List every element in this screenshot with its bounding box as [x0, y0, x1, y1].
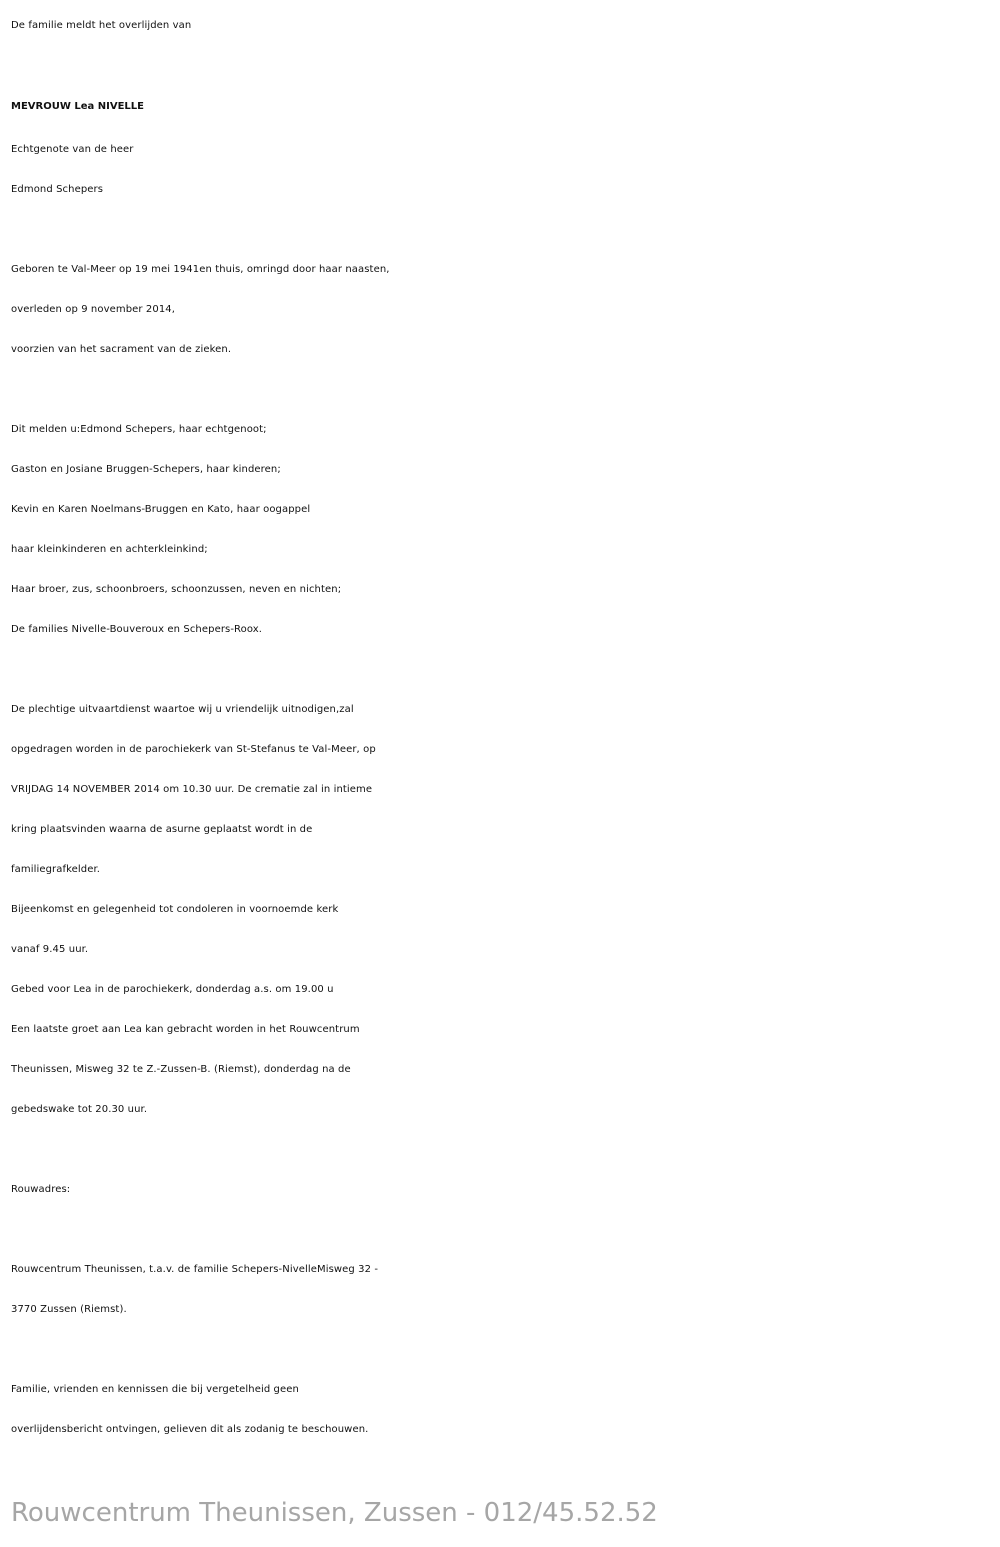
spacer [11, 650, 996, 690]
spacer [11, 1130, 996, 1170]
family-line: De families Nivelle-Bouveroux en Schepers-Roox. [11, 624, 263, 635]
birth-death-line: Geboren te Val-Meer op 19 mei 1941en thuis, omringd door haar naasten, [11, 264, 390, 275]
family-line: Dit melden u:Edmond Schepers, haar echtgenoot; [11, 424, 267, 435]
spacer [11, 1330, 996, 1370]
spacer [11, 210, 996, 250]
spouse-line: Echtgenote van de heer [11, 144, 134, 155]
service-line: familiegrafkelder. [11, 864, 101, 875]
address-label: Rouwadres: [11, 1184, 71, 1195]
service-line: opgedragen worden in de parochiekerk van St-Stefanus te Val-Meer, op [11, 744, 376, 755]
service-line: vanaf 9.45 uur. [11, 944, 89, 955]
spouse-line: Edmond Schepers [11, 184, 104, 195]
family-line: haar kleinkinderen en achterkleinkind; [11, 544, 208, 555]
address-line: 3770 Zussen (Riemst). [11, 1304, 127, 1315]
service-line: De plechtige uitvaartdienst waartoe wij u vriendelijk uitnodigen,zal [11, 704, 354, 715]
service-line: VRIJDAG 14 NOVEMBER 2014 om 10.30 uur. De crematie zal in intieme [11, 784, 373, 795]
address-line: Rouwcentrum Theunissen, t.a.v. de familie Schepers-NivelleMisweg 32 - [11, 1264, 379, 1275]
family-line: Kevin en Karen Noelmans-Bruggen en Kato, haar oogappel [11, 504, 311, 515]
notice-line: Familie, vrienden en kennissen die bij vergetelheid geen [11, 1384, 299, 1395]
birth-death-line: overleden op 9 november 2014, [11, 304, 176, 315]
service-line: Gebed voor Lea in de parochiekerk, donderdag a.s. om 19.00 u [11, 984, 334, 995]
funeral-home-footer: Rouwcentrum Theunissen, Zussen - 012/45.52.52 [11, 1498, 658, 1528]
family-line: Gaston en Josiane Bruggen-Schepers, haar kinderen; [11, 464, 281, 475]
obituary-notice [11, 0, 996, 1450]
service-line: kring plaatsvinden waarna de asurne geplaatst wordt in de [11, 824, 313, 835]
spacer [11, 370, 996, 410]
notice-line: overlijdensbericht ontvingen, gelieven dit als zodanig te beschouwen. [11, 1424, 369, 1435]
deceased-name: MEVROUW Lea NIVELLE [11, 101, 144, 112]
family-line: Haar broer, zus, schoonbroers, schoonzussen, neven en nichten; [11, 584, 342, 595]
service-line: Theunissen, Misweg 32 te Z.-Zussen-B. (Riemst), donderdag na de [11, 1064, 351, 1075]
service-line: Een laatste groet aan Lea kan gebracht worden in het Rouwcentrum [11, 1024, 360, 1035]
service-line: gebedswake tot 20.30 uur. [11, 1104, 148, 1115]
birth-death-line: voorzien van het sacrament van de zieken. [11, 344, 232, 355]
service-line: Bijeenkomst en gelegenheid tot condoleren in voornoemde kerk [11, 904, 339, 915]
spacer [11, 1210, 996, 1250]
intro-text: De familie meldt het overlijden van [11, 20, 192, 31]
